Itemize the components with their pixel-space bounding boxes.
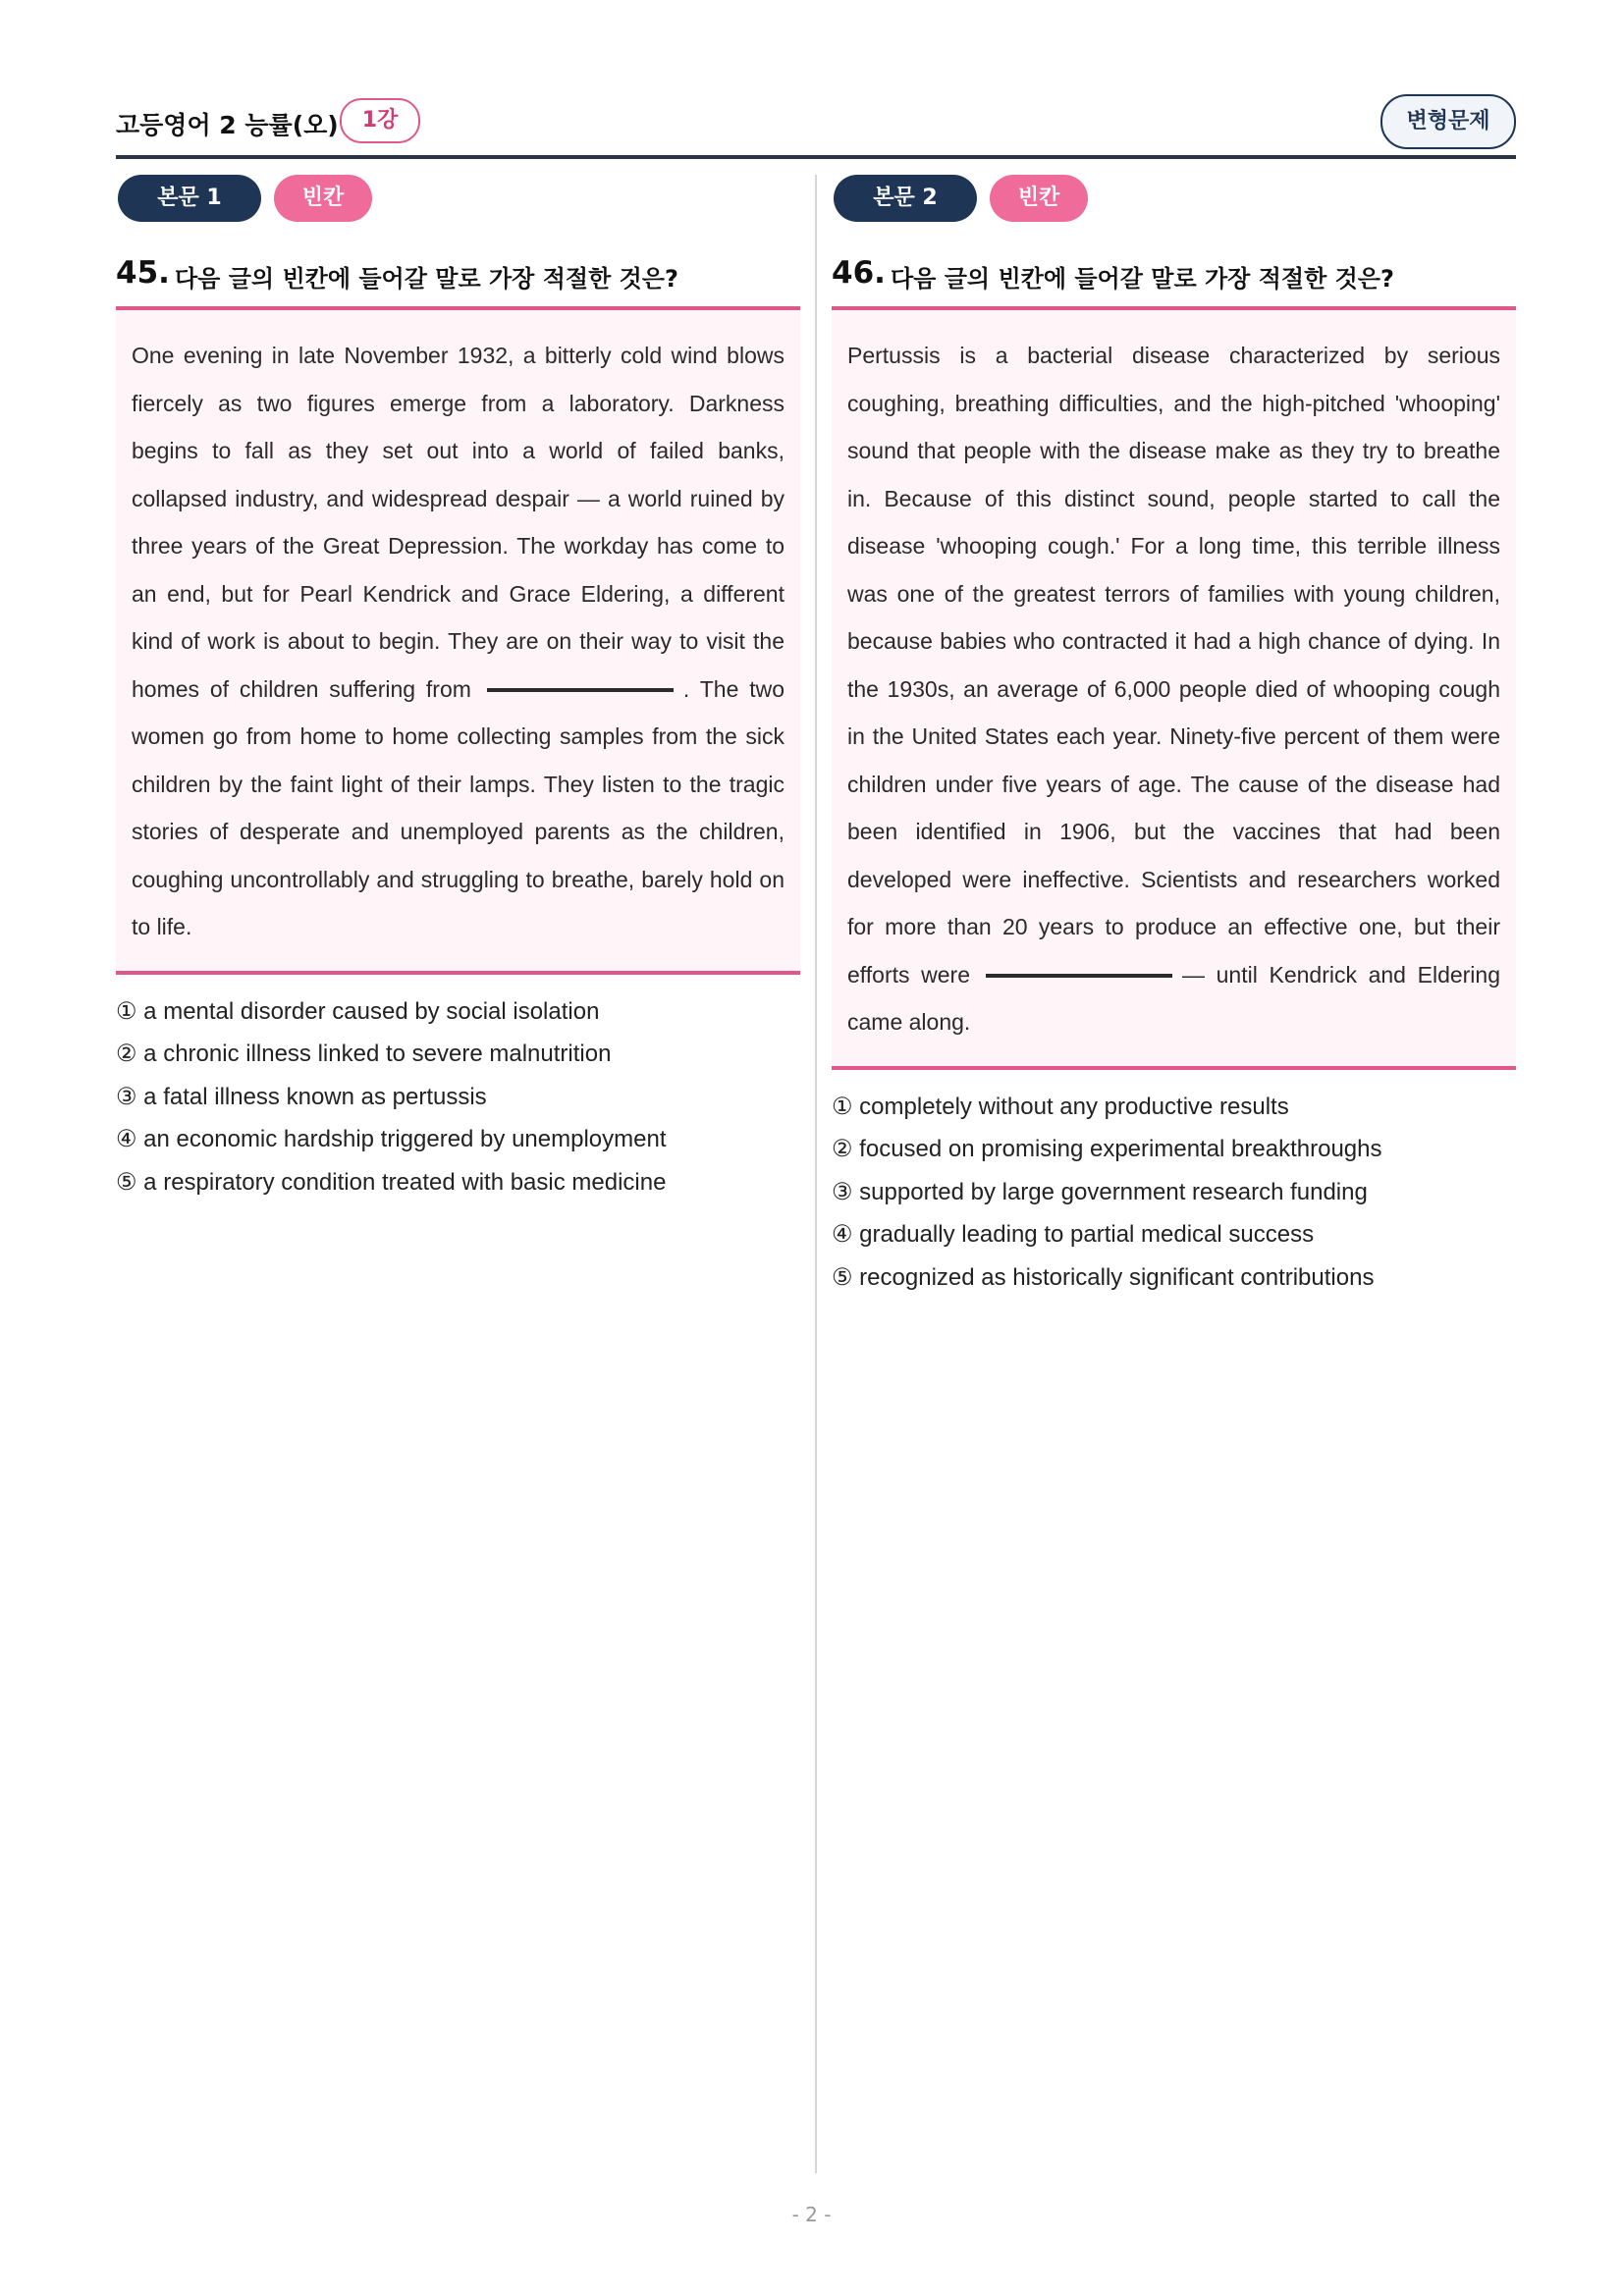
question-number: 46. xyxy=(832,255,886,291)
page-number: - 2 - xyxy=(791,2203,832,2226)
question-prompt: 다음 글의 빈칸에 들어갈 말로 가장 적절한 것은? xyxy=(891,265,1394,293)
section-tag: 본문 2 xyxy=(834,175,977,222)
question-type-badge: 변형문제 xyxy=(1380,94,1516,149)
answer-option[interactable]: ③ a fatal illness known as pertussis xyxy=(116,1083,487,1110)
passage-text-before: One evening in late November 1932, a bitterly cold wind blows fiercely as two figures emerge from a laboratory. Darkness begins to fall as they set out into a world of failed banks, collapsed industry, and widespread despair — a world ruined by three years of the Great Depression. The workday has come to an end, but for Pearl Kendrick and Grace Eldering, a different kind of work is about to begin. They are on their way to visit the homes of children suffering from xyxy=(132,343,784,702)
answer-options xyxy=(116,990,800,1204)
answer-option[interactable]: ② focused on promising experimental breakthroughs xyxy=(832,1136,1382,1162)
question-prompt: 다음 글의 빈칸에 들어갈 말로 가장 적절한 것은? xyxy=(175,265,678,293)
passage-box xyxy=(832,306,1516,1070)
answer-option[interactable]: ④ an economic hardship triggered by unemployment xyxy=(116,1126,667,1152)
question-45-column xyxy=(116,175,800,1203)
question-46-column xyxy=(832,175,1516,1299)
answer-option[interactable]: ⑤ a respiratory condition treated with basic medicine xyxy=(116,1168,667,1196)
page-header xyxy=(116,96,1516,157)
answer-option[interactable]: ③ supported by large government research funding xyxy=(832,1178,1368,1205)
section-tag: 본문 1 xyxy=(118,175,261,222)
tag-row xyxy=(832,175,1516,222)
answer-option[interactable]: ① a mental disorder caused by social isolation xyxy=(116,997,600,1025)
answer-option[interactable]: ① completely without any productive results xyxy=(832,1093,1289,1120)
question-header xyxy=(116,255,800,298)
answer-option[interactable]: ② a chronic illness linked to severe malnutrition xyxy=(116,1041,612,1067)
answer-option[interactable]: ⑤ recognized as historically significant contributions xyxy=(832,1263,1375,1291)
answer-option[interactable]: ④ gradually leading to partial medical success xyxy=(832,1221,1315,1248)
question-number: 45. xyxy=(116,255,170,291)
passage-text-after: — until Kendrick and Eldering came along. xyxy=(847,961,1500,1035)
column-divider xyxy=(815,175,817,2173)
passage-box xyxy=(116,306,800,975)
book-title: 고등영어 2 능률(오) xyxy=(116,111,339,139)
answer-blank xyxy=(986,974,1172,978)
question-header xyxy=(832,255,1516,298)
answer-options xyxy=(832,1086,1516,1300)
answer-blank xyxy=(487,688,674,692)
tag-row xyxy=(116,175,800,222)
type-tag: 빈칸 xyxy=(274,175,372,222)
passage-text-before: Pertussis is a bacterial disease characterized by serious coughing, breathing difficulties, and the high-pitched 'whooping' sound that people with the disease make as they try to breathe in. Because of this distinct sound, people started to call the disease 'whooping cough.' For a long time, this terrible illness was one of the greatest terrors of families with young children, because babies who contracted it had a high chance of dying. In the 1930s, an average of 6,000 people died of whooping cough in the United States each year. Ninety-five percent of them were children under five years of age. The cause of the disease had been identified in 1906, but the vaccines that had been developed were ineffective. Scientists and researchers worked for more than 20 years to produce an effective one, but their efforts were xyxy=(847,343,1500,988)
type-tag: 빈칸 xyxy=(990,175,1088,222)
passage-text-after: . The two women go from home to home collecting samples from the sick children by the faint light of their lamps. They listen to the tragic stories of desperate and unemployed parents as the children, coughing uncontrollably and struggling to breathe, barely hold on to life. xyxy=(132,675,784,939)
header-rule xyxy=(116,155,1516,159)
lesson-badge: 1강 xyxy=(340,98,420,143)
